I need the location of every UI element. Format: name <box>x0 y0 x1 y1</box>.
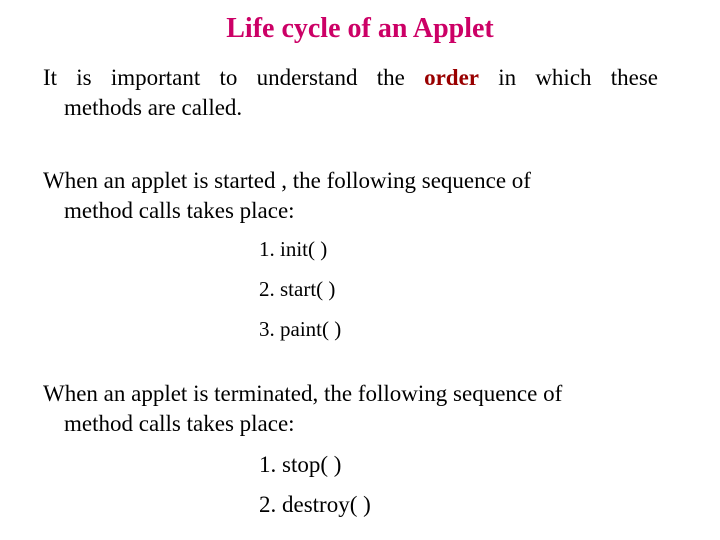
intro-highlight-order: order <box>424 65 479 90</box>
intro-text-before: It is important to understand the <box>43 65 425 90</box>
start-line-2: method calls takes place: <box>64 198 295 223</box>
stop-step-stop: 1. stop( ) <box>259 452 342 477</box>
stop-step-destroy: 2. destroy( ) <box>259 492 371 517</box>
stop-line-2: method calls takes place: <box>64 411 295 436</box>
stop-paragraph <box>43 379 658 439</box>
slide-title: Life cycle of an Applet <box>226 13 494 44</box>
intro-line-2: methods are called. <box>64 95 243 120</box>
stop-line-1: When an applet is terminated, the following sequence of <box>43 381 563 406</box>
stop-steps-list <box>259 450 371 530</box>
intro-paragraph <box>43 63 658 123</box>
intro-line-1 <box>43 63 658 93</box>
start-steps-list <box>259 234 341 354</box>
start-step-init: 1. init( ) <box>259 237 328 261</box>
start-paragraph <box>43 166 658 226</box>
start-line-1: When an applet is started , the following sequence of <box>43 168 531 193</box>
start-step-start: 2. start( ) <box>259 277 336 301</box>
start-step-paint: 3. paint( ) <box>259 317 342 341</box>
intro-text-after: in which these <box>478 65 659 90</box>
